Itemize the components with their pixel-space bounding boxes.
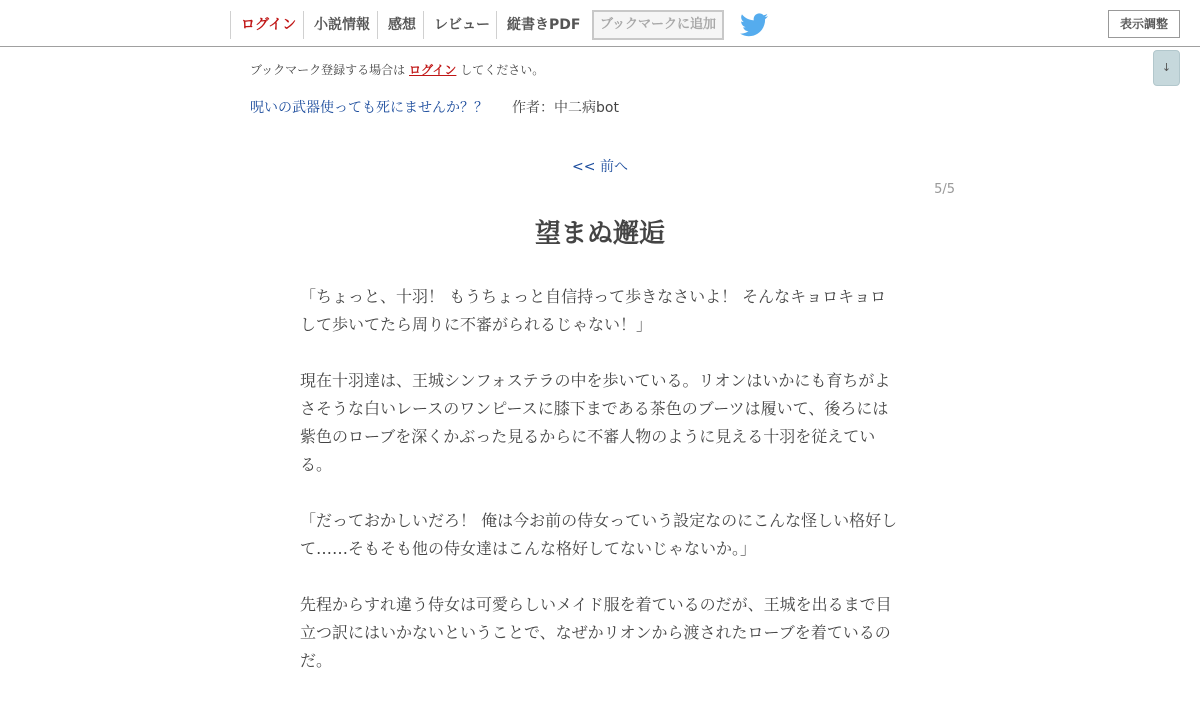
prev-nav bbox=[0, 156, 1200, 176]
login-link[interactable]: ログイン bbox=[409, 63, 457, 77]
nav-vertical-pdf[interactable]: 縦書きPDF bbox=[496, 11, 590, 39]
top-nav-bar bbox=[0, 0, 1200, 47]
paragraph: 先程からすれ違う侍女は可愛らしいメイド服を着ているのだが、王城を出るまで目立つ訳にはいかないということで、なぜかリオンから渡されたローブを着ているのだ。 bbox=[300, 595, 892, 670]
novel-title-link[interactable]: 呪いの武器使っても死にませんか？？ bbox=[250, 100, 488, 116]
chapter-title: 望まぬ邂逅 bbox=[534, 219, 665, 249]
scroll-down-button[interactable]: ↓ bbox=[1153, 50, 1180, 86]
paragraph: 現在十羽達は、王城シンフォステラの中を歩いている。リオンはいかにも育ちがよさそうな白いレースのワンピースに膝下まである茶色のブーツは履いて、後ろには紫色のローブを深くかぶった見るからに不審人物のように見える十羽を従えている。 bbox=[300, 371, 891, 474]
login-note bbox=[250, 61, 544, 78]
prev-page-link[interactable]: << 前へ bbox=[572, 159, 628, 175]
nav-review[interactable]: レビュー bbox=[423, 11, 500, 39]
add-bookmark-button[interactable]: ブックマークに追加 bbox=[592, 10, 724, 40]
paragraph: 「だっておかしいだろ！ 俺は今お前の侍女っていう設定なのにこんな怪しい格好して……そもそも他の侍女達はこんな格好してないじゃないか。」 bbox=[300, 511, 898, 558]
login-note-prefix: ブックマーク登録する場合は bbox=[250, 63, 406, 77]
author-name: 作者：中二病bot bbox=[512, 100, 619, 116]
chapter-body bbox=[300, 283, 900, 703]
twitter-icon[interactable] bbox=[740, 13, 768, 37]
nav-impressions[interactable]: 感想 bbox=[377, 11, 426, 39]
display-settings-button[interactable]: 表示調整 bbox=[1108, 10, 1180, 38]
nav-login[interactable]: ログイン bbox=[230, 11, 306, 39]
nav-novel-info[interactable]: 小説情報 bbox=[303, 11, 380, 39]
page-count: 5/5 bbox=[934, 182, 955, 197]
paragraph: 「ちょっと、十羽！ もうちょっと自信持って歩きなさいよ！ そんなキョロキョロして歩いてたら周りに不審がられるじゃない！」 bbox=[300, 287, 887, 334]
login-note-suffix: してください。 bbox=[460, 63, 545, 77]
